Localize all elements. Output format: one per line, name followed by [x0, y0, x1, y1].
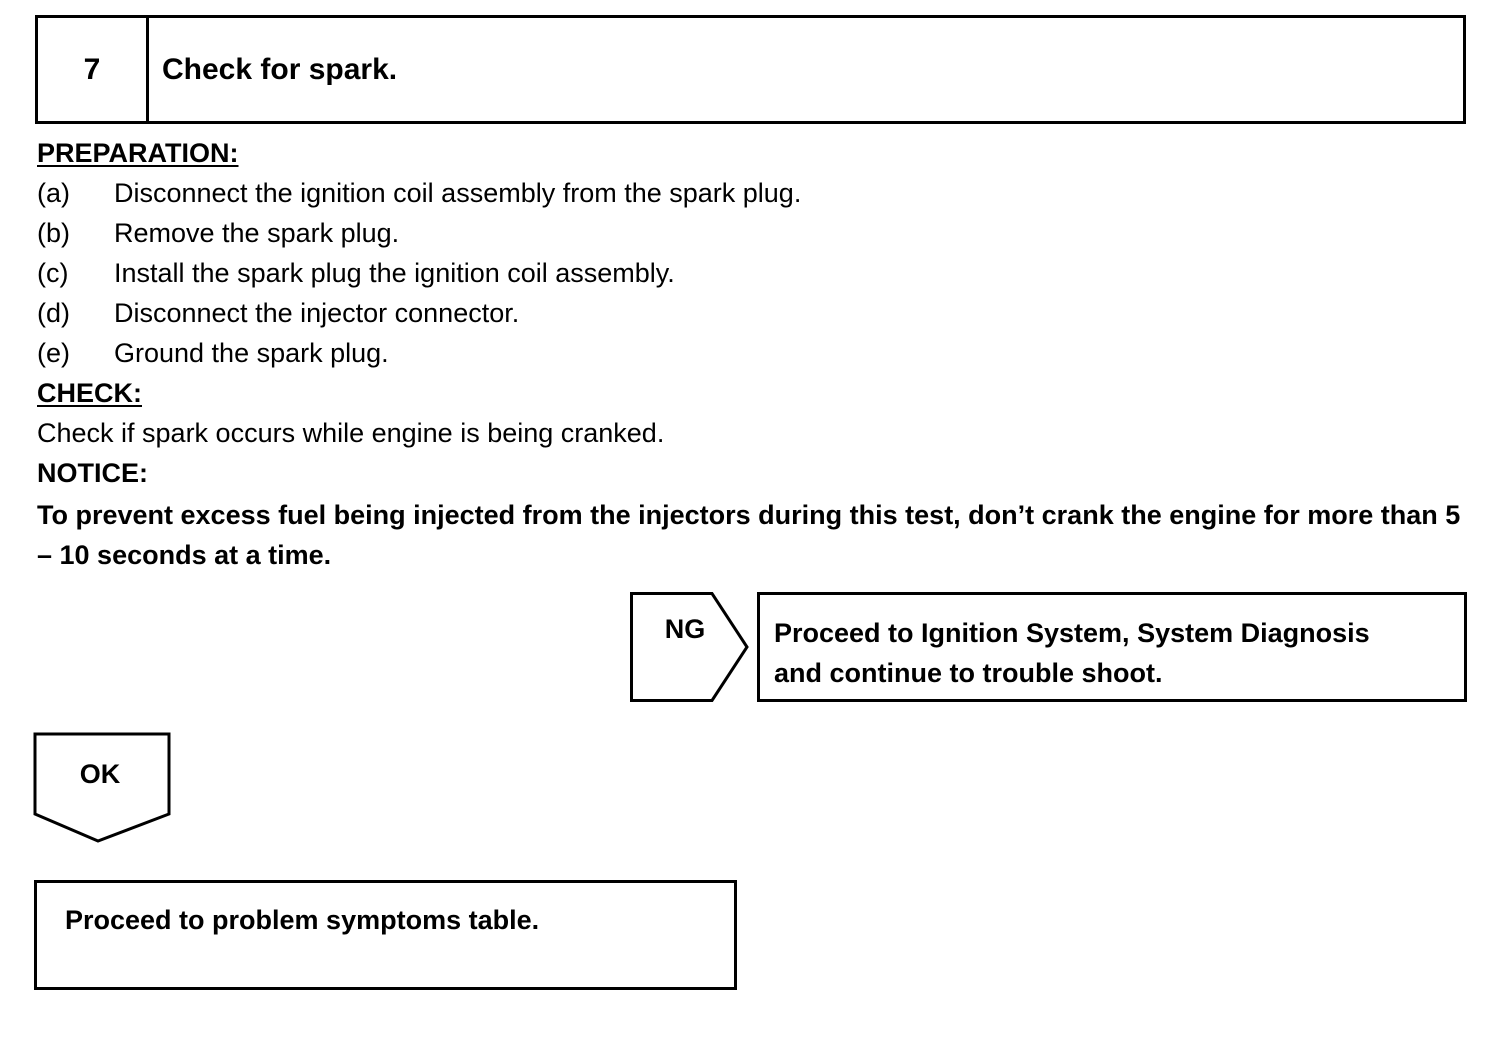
ng-result-line1: Proceed to Ignition System, System Diagnosis [774, 618, 1370, 648]
prep-item [37, 216, 399, 250]
prep-item-text: Remove the spark plug. [114, 218, 400, 248]
ng-label: NG [664, 614, 706, 644]
ok-label: OK [79, 759, 121, 789]
prep-item-mark: (e) [37, 338, 70, 368]
prep-item-mark: (a) [37, 178, 70, 208]
ng-arrow-box [630, 592, 752, 704]
prep-item-text: Ground the spark plug. [114, 338, 389, 368]
prep-item-text: Install the spark plug the ignition coil assembly. [114, 258, 675, 288]
prep-item-mark: (d) [37, 298, 70, 328]
prep-item-text: Disconnect the injector connector. [114, 298, 520, 328]
prep-item [37, 336, 389, 370]
ok-result-box [34, 880, 737, 990]
notice-text: To prevent excess fuel being injected from the injectors during this test, don’t crank the engine for more than 5 – 10 seconds at a time. [37, 500, 1461, 570]
check-heading: CHECK: [37, 378, 142, 408]
prep-item [37, 256, 675, 290]
prep-item [37, 176, 801, 210]
ok-result-text: Proceed to problem symptoms table. [65, 905, 540, 935]
notice-heading: NOTICE: [37, 458, 148, 488]
step-header [35, 15, 1466, 124]
prep-item [37, 296, 519, 330]
step-title: Check for spark. [162, 52, 398, 86]
check-text: Check if spark occurs while engine is being cranked. [37, 418, 665, 448]
prep-item-text: Disconnect the ignition coil assembly from the spark plug. [114, 178, 802, 208]
ng-result-box [757, 592, 1467, 702]
step-number: 7 [38, 18, 149, 121]
prep-item-mark: (c) [37, 258, 69, 288]
preparation-heading: PREPARATION: [37, 138, 239, 168]
prep-item-mark: (b) [37, 218, 70, 248]
ng-result-line2: and continue to trouble shoot. [774, 658, 1163, 688]
